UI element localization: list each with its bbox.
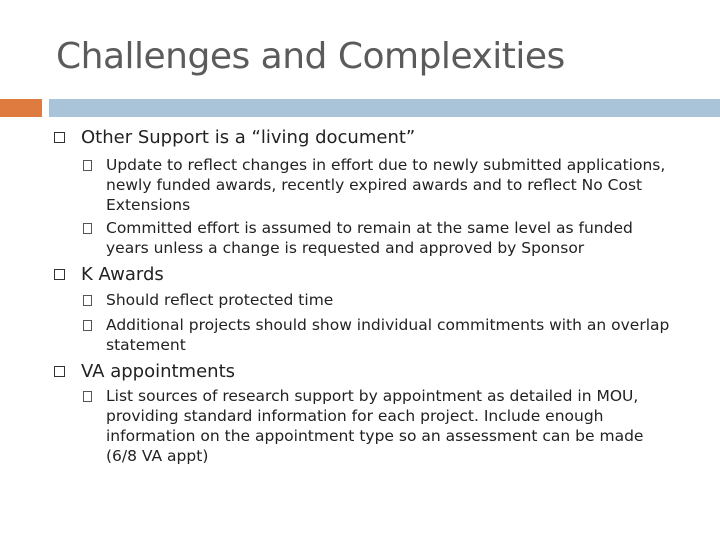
square-bullet-icon xyxy=(54,132,65,143)
square-bullet-icon xyxy=(54,366,65,377)
sub-bullet-protected-time xyxy=(83,290,673,310)
sub-bullet-text: Additional projects should show individual commitments with an overlap statement xyxy=(106,316,670,354)
square-bullet-icon xyxy=(83,223,92,234)
sub-bullet-text: Update to reflect changes in effort due to newly submitted applications, newly funded awards, recently expired awards and to reflect No Cost Extensions xyxy=(106,156,666,214)
slide-title: Challenges and Complexities xyxy=(56,36,565,77)
sub-bullet-additional-projects xyxy=(83,315,673,355)
square-bullet-icon xyxy=(83,295,92,306)
bullet-text: K Awards xyxy=(81,264,164,285)
square-bullet-icon xyxy=(83,391,92,402)
sub-bullet-update xyxy=(83,155,673,215)
square-bullet-icon xyxy=(83,160,92,171)
sub-bullet-list-sources xyxy=(83,386,673,466)
sub-bullet-committed-effort xyxy=(83,218,673,258)
sub-bullet-text: List sources of research support by appointment as detailed in MOU, providing standard information for each project. Include enough information on the appointment type so an assessment can be made (6/8 VA appt) xyxy=(106,387,644,465)
bullet-text: VA appointments xyxy=(81,361,236,382)
square-bullet-icon xyxy=(54,269,65,280)
sub-bullet-text: Should reflect protected time xyxy=(106,291,334,309)
sub-bullet-text: Committed effort is assumed to remain at the same level as funded years unless a change is requested and approved by Sponsor xyxy=(106,219,633,257)
bullet-text: Other Support is a “living document” xyxy=(81,127,416,148)
square-bullet-icon xyxy=(83,320,92,331)
